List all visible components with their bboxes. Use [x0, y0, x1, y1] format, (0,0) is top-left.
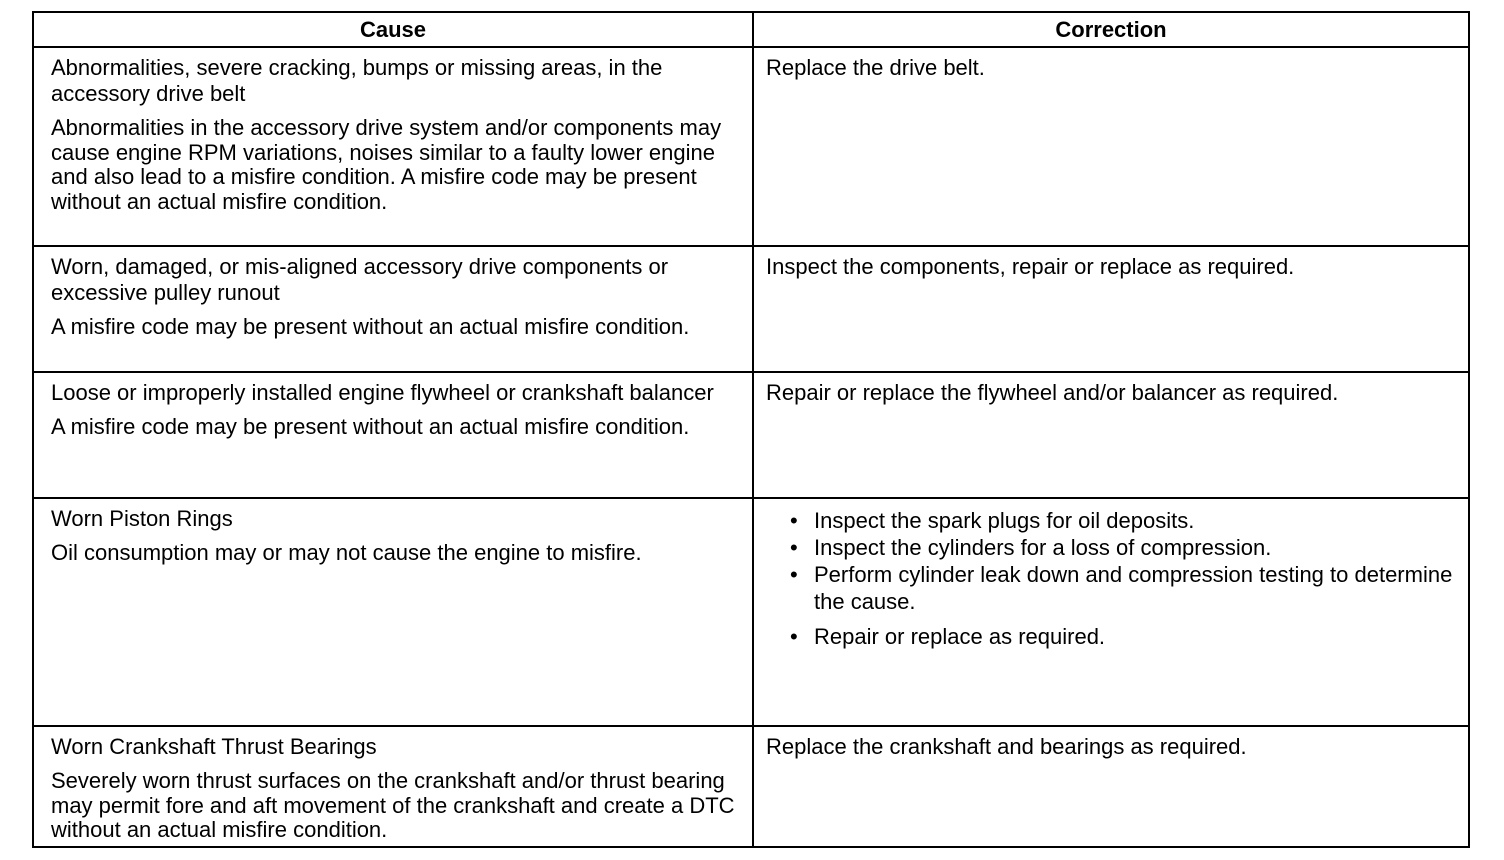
bullet-icon: •	[790, 562, 798, 587]
cause-note: Severely worn thrust surfaces on the crankshaft and/or thrust bearing may permit fore and aft movement of the crankshaft and create a DTC without an actual misfire condition.	[51, 768, 735, 842]
bullet-icon: •	[790, 624, 798, 649]
step-text: Repair or replace as required.	[814, 624, 1106, 649]
correction-text: Replace the crankshaft and bearings as required.	[766, 734, 1247, 759]
step-text: Perform cylinder leak down and compression testing to determine the cause.	[814, 562, 1453, 614]
diagnostic-table-frame	[32, 11, 1470, 848]
correction-text: Replace the drive belt.	[766, 55, 985, 80]
correction-cell	[753, 372, 1468, 498]
correction-text: Inspect the components, repair or replace as required.	[766, 254, 1295, 279]
cause-note: Abnormalities in the accessory drive system and/or components may cause engine RPM variations, noises similar to a faulty lower engine and also lead to a misfire condition. A misfire code may be present without an actual misfire condition.	[51, 115, 722, 214]
correction-text: Repair or replace the flywheel and/or balancer as required.	[766, 380, 1339, 405]
column-header-correction: Correction	[753, 13, 1468, 47]
cause-title: Loose or improperly installed engine flywheel or crankshaft balancer	[51, 380, 714, 405]
table-row	[34, 726, 1468, 847]
table-row	[34, 372, 1468, 498]
list-item	[788, 561, 1458, 615]
step-text: Inspect the cylinders for a loss of compression.	[814, 535, 1272, 560]
cause-cell	[34, 47, 753, 246]
cause-title: Worn Piston Rings	[51, 506, 233, 531]
cause-note: Oil consumption may or may not cause the engine to misfire.	[51, 540, 642, 565]
cause-correction-table	[34, 13, 1468, 847]
correction-cell	[753, 498, 1468, 726]
table-row	[34, 246, 1468, 372]
list-item	[788, 507, 1458, 534]
table-row	[34, 47, 1468, 246]
cause-note: A misfire code may be present without an actual misfire condition.	[51, 414, 690, 439]
cause-cell	[34, 372, 753, 498]
step-text: Inspect the spark plugs for oil deposits.	[814, 508, 1195, 533]
cause-cell	[34, 726, 753, 847]
cause-note: A misfire code may be present without an actual misfire condition.	[51, 314, 690, 339]
column-header-cause: Cause	[34, 13, 753, 47]
cause-cell	[34, 498, 753, 726]
correction-cell	[753, 47, 1468, 246]
list-item	[788, 623, 1458, 650]
list-item	[788, 534, 1458, 561]
table-header-row	[34, 13, 1468, 47]
correction-steps-list	[788, 507, 1458, 650]
cause-title: Abnormalities, severe cracking, bumps or missing areas, in the accessory drive belt	[51, 55, 663, 106]
correction-cell	[753, 726, 1468, 847]
cause-title: Worn Crankshaft Thrust Bearings	[51, 734, 377, 759]
bullet-icon: •	[790, 535, 798, 560]
bullet-icon: •	[790, 508, 798, 533]
cause-title: Worn, damaged, or mis-aligned accessory drive components or excessive pulley runout	[51, 254, 669, 305]
cause-cell	[34, 246, 753, 372]
table-row	[34, 498, 1468, 726]
correction-cell	[753, 246, 1468, 372]
